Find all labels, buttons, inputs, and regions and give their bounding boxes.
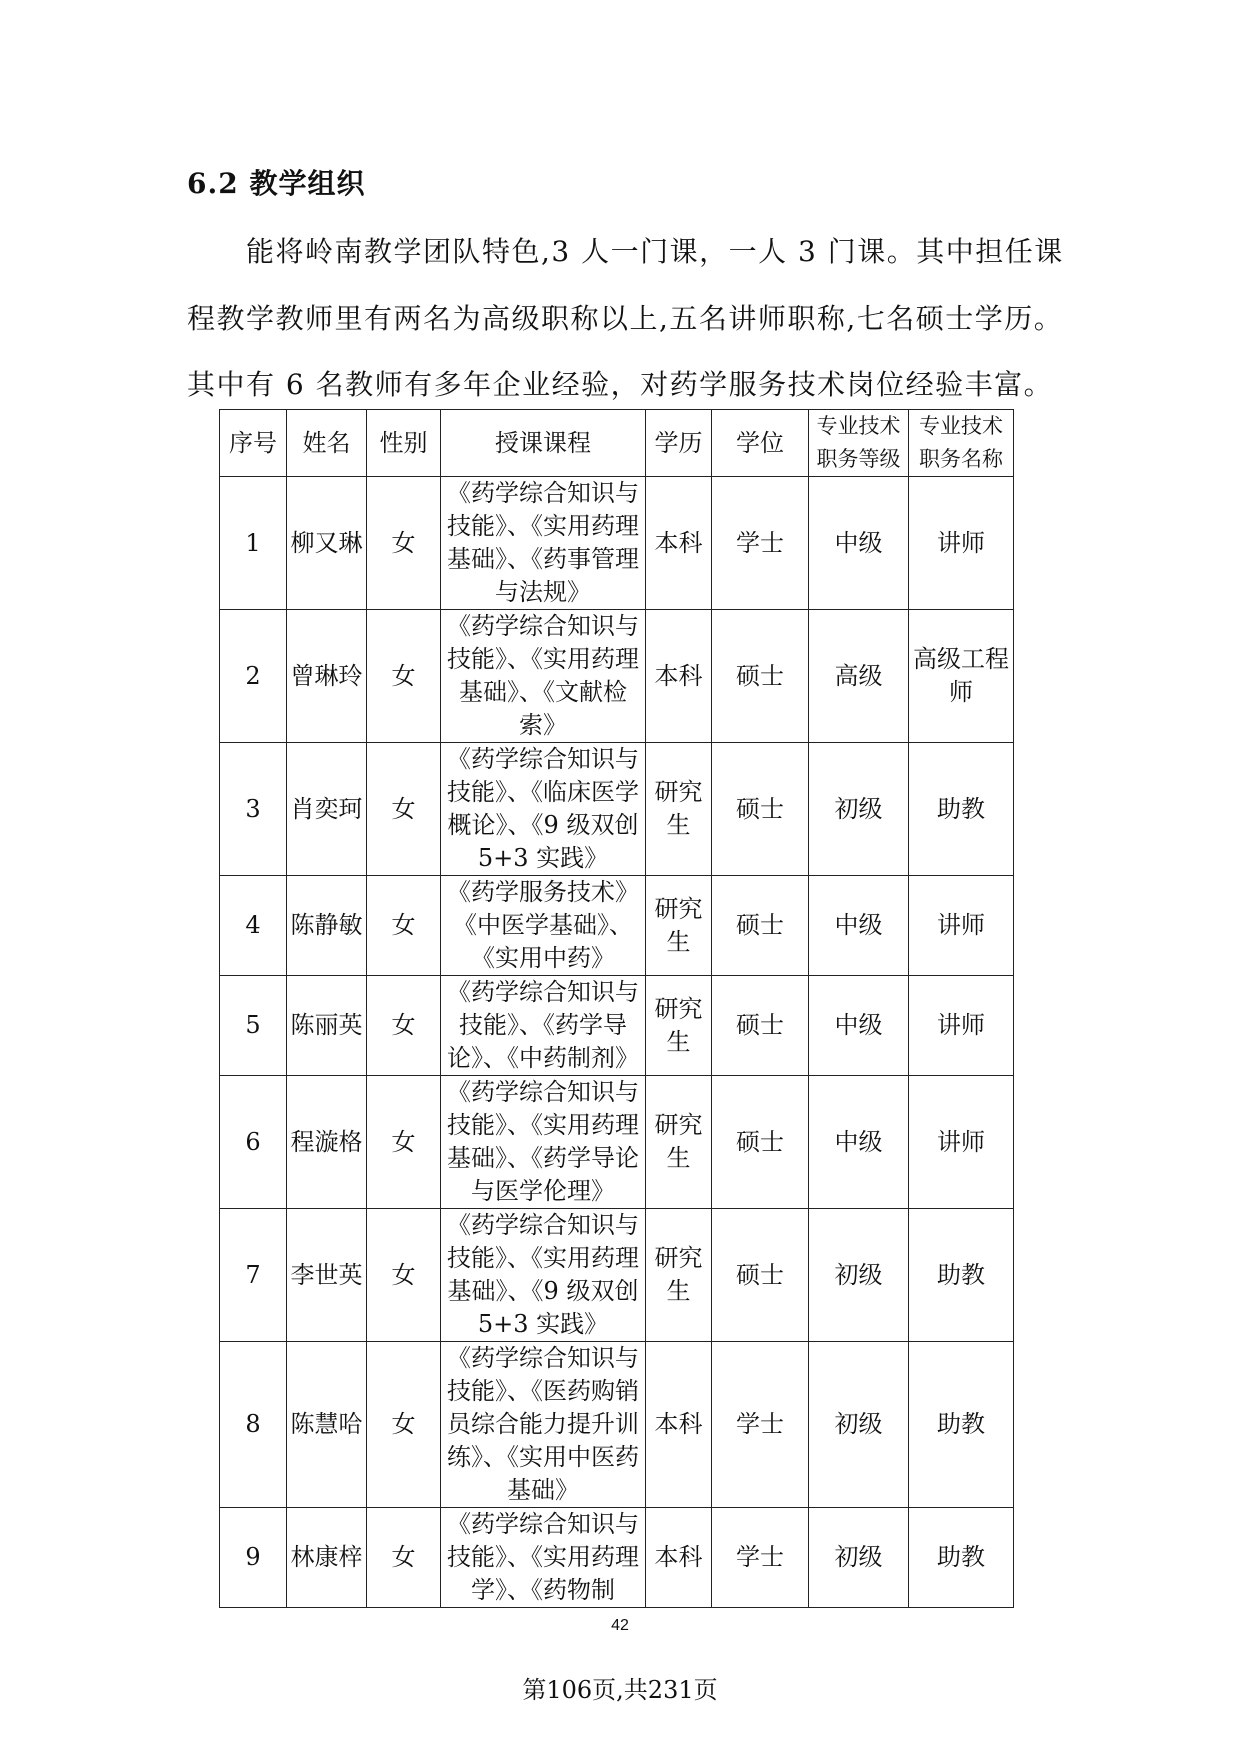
cell-education: 本科 xyxy=(646,610,712,743)
cell-no: 7 xyxy=(220,1209,287,1342)
cell-title-name: 助教 xyxy=(909,1209,1014,1342)
cell-title-level: 中级 xyxy=(809,477,909,610)
cell-no: 2 xyxy=(220,610,287,743)
cell-title-name: 讲师 xyxy=(909,1076,1014,1209)
cell-courses: 《药学综合知识与技能》、《实用药理基础》、《药学导论与医学伦理》 xyxy=(441,1076,646,1209)
paragraph-line-1: 能将岭南教学团队特色,3 人一门课，一人 3 门课。其中担任课 xyxy=(246,235,1064,268)
cell-title-level: 初级 xyxy=(809,743,909,876)
header-title-name: 专业技术职务名称 xyxy=(909,410,1014,477)
paragraph-line-3: 其中有 6 名教师有多年企业经验，对药学服务技术岗位经验丰富。 xyxy=(187,368,1054,401)
cell-degree: 学士 xyxy=(712,1342,809,1508)
cell-name: 肖奕珂 xyxy=(287,743,367,876)
cell-courses: 《药学综合知识与技能》、《实用药理基础》、《9 级双创 5+3 实践》 xyxy=(441,1209,646,1342)
cell-gender: 女 xyxy=(367,876,441,976)
cell-gender: 女 xyxy=(367,477,441,610)
section-heading: 6.2 教学组织 xyxy=(187,167,366,200)
table-row xyxy=(220,876,1014,976)
cell-title-level: 中级 xyxy=(809,876,909,976)
cell-education: 研究生 xyxy=(646,976,712,1076)
cell-degree: 硕士 xyxy=(712,743,809,876)
table-row xyxy=(220,1076,1014,1209)
cell-title-name: 讲师 xyxy=(909,477,1014,610)
cell-name: 陈慧哈 xyxy=(287,1342,367,1508)
cell-courses: 《药学综合知识与技能》、《临床医学概论》、《9 级双创 5+3 实践》 xyxy=(441,743,646,876)
table-row xyxy=(220,610,1014,743)
table-row xyxy=(220,1209,1014,1342)
cell-courses: 《药学综合知识与技能》、《实用药理学》、《药物制 xyxy=(441,1508,646,1608)
cell-title-level: 中级 xyxy=(809,1076,909,1209)
table-row xyxy=(220,477,1014,610)
cell-education: 研究生 xyxy=(646,1209,712,1342)
table-row xyxy=(220,976,1014,1076)
cell-degree: 硕士 xyxy=(712,1209,809,1342)
cell-name: 陈丽英 xyxy=(287,976,367,1076)
cell-name: 林康梓 xyxy=(287,1508,367,1608)
cell-courses: 《药学综合知识与技能》、《实用药理基础》、《药事管理与法规》 xyxy=(441,477,646,610)
cell-title-name: 助教 xyxy=(909,1342,1014,1508)
cell-degree: 硕士 xyxy=(712,610,809,743)
cell-no: 1 xyxy=(220,477,287,610)
cell-title-name: 助教 xyxy=(909,743,1014,876)
cell-courses: 《药学综合知识与技能》、《药学导论》、《中药制剂》 xyxy=(441,976,646,1076)
cell-no: 6 xyxy=(220,1076,287,1209)
paragraph-line-2: 程教学教师里有两名为高级职称以上,五名讲师职称,七名硕士学历。 xyxy=(187,302,1064,335)
cell-gender: 女 xyxy=(367,1076,441,1209)
header-courses: 授课课程 xyxy=(441,410,646,477)
cell-degree: 硕士 xyxy=(712,1076,809,1209)
cell-no: 9 xyxy=(220,1508,287,1608)
page-footer: 第106页,共231页 xyxy=(522,1676,718,1704)
cell-degree: 学士 xyxy=(712,477,809,610)
table-row xyxy=(220,1342,1014,1508)
cell-education: 研究生 xyxy=(646,743,712,876)
cell-no: 3 xyxy=(220,743,287,876)
header-gender: 性别 xyxy=(367,410,441,477)
cell-title-level: 初级 xyxy=(809,1209,909,1342)
cell-name: 程漩格 xyxy=(287,1076,367,1209)
cell-education: 本科 xyxy=(646,1508,712,1608)
cell-gender: 女 xyxy=(367,610,441,743)
cell-courses: 《药学综合知识与技能》、《实用药理基础》、《文献检索》 xyxy=(441,610,646,743)
cell-courses: 《药学综合知识与技能》、《医药购销员综合能力提升训练》、《实用中医药基础》 xyxy=(441,1342,646,1508)
cell-education: 本科 xyxy=(646,477,712,610)
header-name: 姓名 xyxy=(287,410,367,477)
cell-title-level: 初级 xyxy=(809,1342,909,1508)
cell-name: 陈静敏 xyxy=(287,876,367,976)
cell-degree: 硕士 xyxy=(712,976,809,1076)
cell-gender: 女 xyxy=(367,976,441,1076)
cell-name: 曾琳玲 xyxy=(287,610,367,743)
table-row xyxy=(220,743,1014,876)
cell-education: 研究生 xyxy=(646,876,712,976)
table-row xyxy=(220,1508,1014,1608)
cell-title-level: 中级 xyxy=(809,976,909,1076)
cell-no: 4 xyxy=(220,876,287,976)
cell-gender: 女 xyxy=(367,1209,441,1342)
cell-gender: 女 xyxy=(367,743,441,876)
cell-courses: 《药学服务技术》《中医学基础》、《实用中药》 xyxy=(441,876,646,976)
cell-title-level: 高级 xyxy=(809,610,909,743)
cell-title-name: 高级工程师 xyxy=(909,610,1014,743)
header-education: 学历 xyxy=(646,410,712,477)
table-header-row xyxy=(220,410,1014,477)
cell-name: 李世英 xyxy=(287,1209,367,1342)
cell-title-name: 讲师 xyxy=(909,976,1014,1076)
cell-gender: 女 xyxy=(367,1342,441,1508)
header-title-level: 专业技术职务等级 xyxy=(809,410,909,477)
cell-education: 本科 xyxy=(646,1342,712,1508)
header-no: 序号 xyxy=(220,410,287,477)
cell-degree: 硕士 xyxy=(712,876,809,976)
header-degree: 学位 xyxy=(712,410,809,477)
cell-name: 柳又琳 xyxy=(287,477,367,610)
staff-table xyxy=(219,409,1014,1608)
page-number: 42 xyxy=(611,1617,629,1634)
cell-education: 研究生 xyxy=(646,1076,712,1209)
cell-gender: 女 xyxy=(367,1508,441,1608)
cell-degree: 学士 xyxy=(712,1508,809,1608)
cell-no: 5 xyxy=(220,976,287,1076)
cell-title-name: 助教 xyxy=(909,1508,1014,1608)
cell-title-name: 讲师 xyxy=(909,876,1014,976)
cell-title-level: 初级 xyxy=(809,1508,909,1608)
cell-no: 8 xyxy=(220,1342,287,1508)
